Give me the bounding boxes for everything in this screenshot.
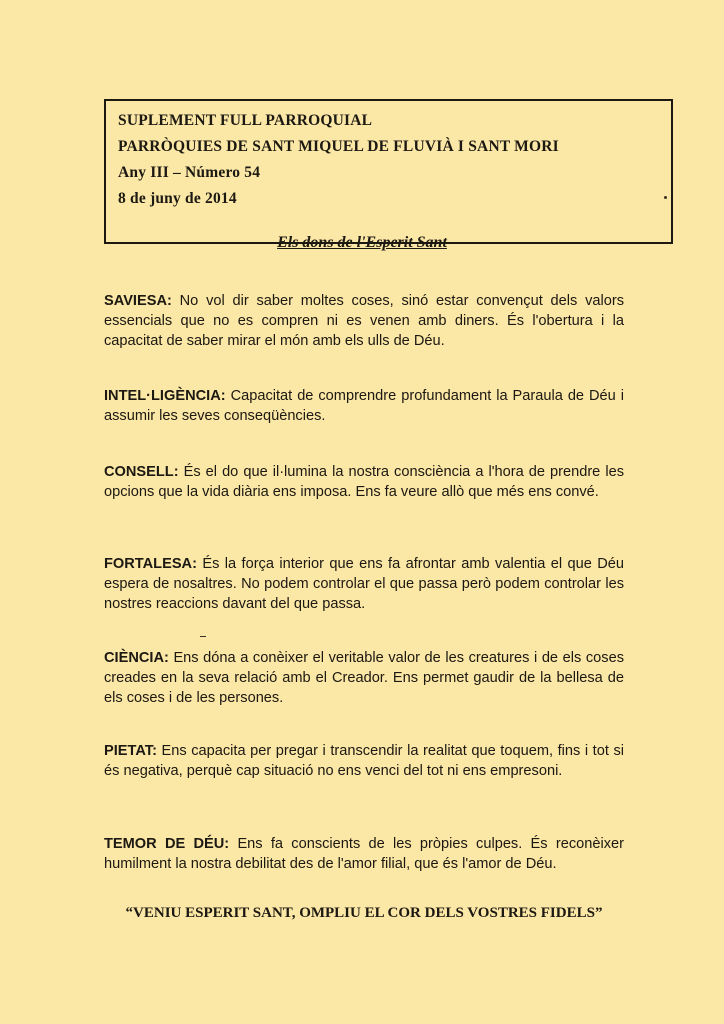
gift-paragraph-temor-de-deu	[104, 834, 624, 874]
header-box	[104, 99, 673, 244]
gift-text: És el do que il·lumina la nostra consciència a l'hora de prendre les opcions que la vida diària ens imposa. Ens fa veure allò que més ens convé.	[104, 464, 624, 500]
gift-text: Capacitat de comprendre profundament la Paraula de Déu i assumir les seves conseqüències.	[104, 388, 624, 424]
gift-paragraph-intelligencia	[104, 386, 624, 426]
scan-speck	[200, 636, 206, 637]
gift-name: SAVIESA:	[104, 293, 172, 309]
gift-name: INTEL·LIGÈNCIA:	[104, 388, 226, 404]
gift-paragraph-ciencia	[104, 648, 624, 708]
issue-date: 8 de juny de 2014	[118, 190, 237, 207]
gift-text: Ens capacita per pregar i transcendir la realitat que toquem, fins i tot si és negativa, perquè cap situació no ens venci del tot ni ens empresoni.	[104, 743, 624, 779]
closing-prayer: “VENIU ESPERIT SANT, OMPLIU EL COR DELS VOSTRES FIDELS”	[125, 905, 603, 921]
gift-text: No vol dir saber moltes coses, sinó estar convençut dels valors essencials que no es compren ni es venen amb diners. És l'obertura i la capacitat de saber mirar el món amb els ulls de Déu.	[104, 293, 624, 349]
gift-name: CIÈNCIA:	[104, 650, 169, 666]
gift-text: Ens fa conscients de les pròpies culpes. És reconèixer humilment la nostra debilitat des de l'amor filial, que és l'amor de Déu.	[104, 836, 624, 872]
issue-number: Any III – Número 54	[118, 164, 261, 181]
page-title: Els dons de l'Esperit Sant	[277, 234, 447, 251]
gift-paragraph-pietat	[104, 741, 624, 781]
gift-paragraph-consell	[104, 462, 624, 502]
gift-name: FORTALESA:	[104, 556, 197, 572]
gift-name: TEMOR DE DÉU:	[104, 836, 230, 852]
gift-paragraph-fortalesa	[104, 554, 624, 614]
parishes-line: PARRÒQUIES DE SANT MIQUEL DE FLUVIÀ I SANT MORI	[118, 138, 559, 155]
gift-name: CONSELL:	[104, 464, 179, 480]
gift-name: PIETAT:	[104, 743, 157, 759]
publication-name: SUPLEMENT FULL PARROQUIAL	[118, 112, 373, 129]
gift-text: Ens dóna a conèixer el veritable valor de les creatures i de els coses creades en la seva relació amb el Creador. Ens permet gaudir de la bellesa de els coses i de les persones.	[104, 650, 624, 706]
gift-paragraph-saviesa	[104, 291, 624, 351]
gift-text: És la força interior que ens fa afrontar amb valentia el que Déu espera de nosaltres. No podem controlar el que passa però podem controlar les nostres reaccions davant del que passa.	[104, 556, 624, 612]
scan-speck	[664, 196, 667, 199]
